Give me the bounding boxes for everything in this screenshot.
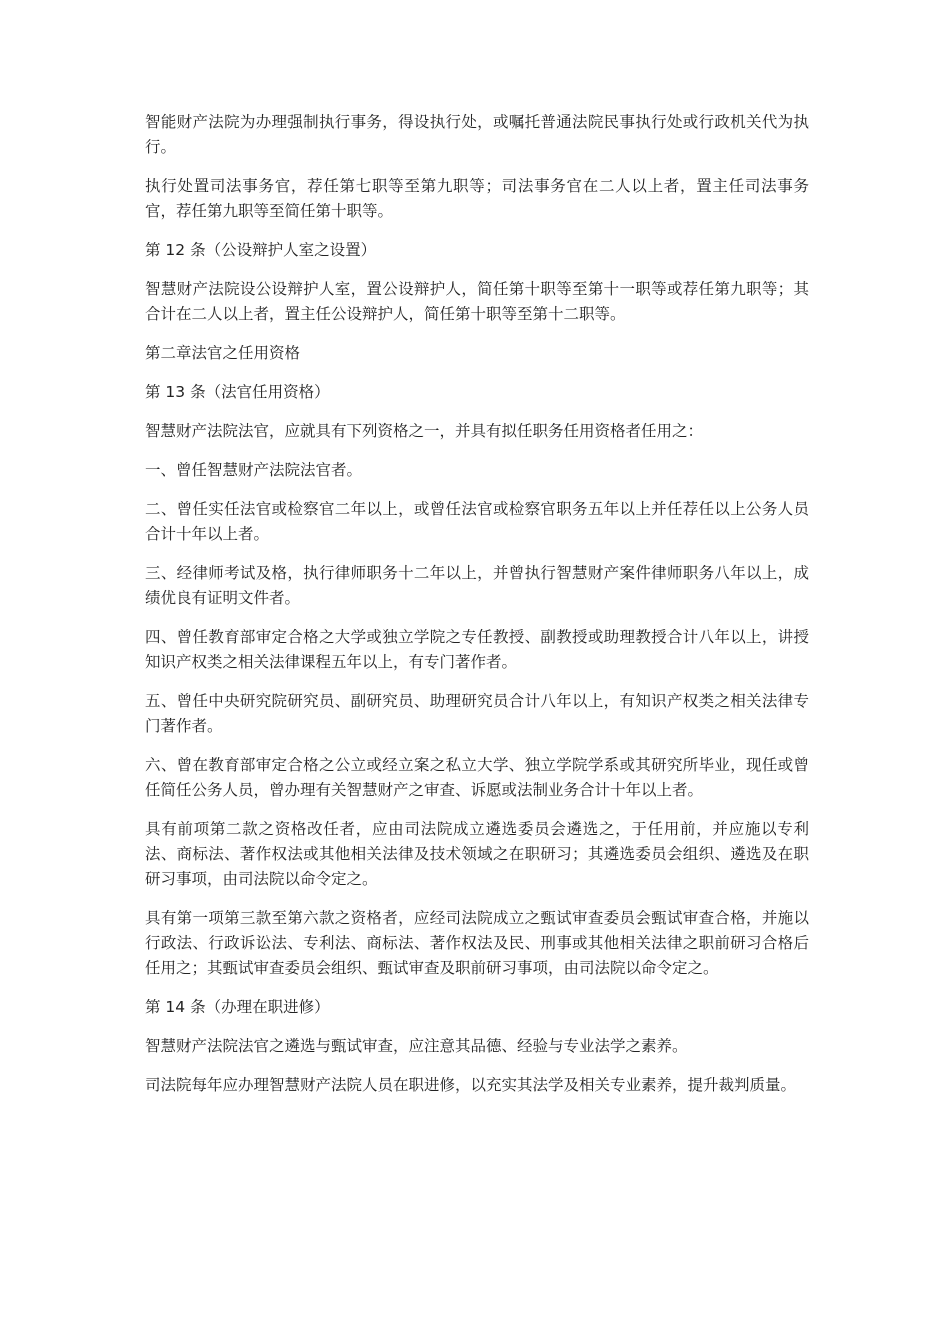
article-heading-12: 第 12 条（公设辩护人室之设置） — [145, 241, 377, 259]
paragraph-judicial-affairs-officer: 执行处置司法事务官，荐任第七职等至第九职等；司法事务官在二人以上者，置主任司法事务官，荐任第九职等至简任第十职等。 — [145, 177, 809, 220]
paragraph-public-defender-office: 智慧财产法院设公设辩护人室，置公设辩护人，简任第十职等至第十一职等或荐任第九职等；其合计在二人以上者，置主任公设辩护人，简任第十职等至第十二职等。 — [145, 280, 809, 323]
article-heading-14: 第 14 条（办理在职进修） — [145, 998, 330, 1016]
paragraph-in-service-training: 司法院每年应办理智慧财产法院人员在职进修，以充实其法学及相关专业素养，提升裁判质量。 — [145, 1076, 797, 1094]
list-item-qualification-3: 三、经律师考试及格，执行律师职务十二年以上，并曾执行智慧财产案件律师职务八年以上，成绩优良有证明文件者。 — [145, 564, 809, 607]
paragraph-enforcement-office: 智能财产法院为办理强制执行事务，得设执行处，或嘱托普通法院民事执行处或行政机关代为执行。 — [145, 113, 809, 156]
list-item-qualification-4: 四、曾任教育部审定合格之大学或独立学院之专任教授、副教授或助理教授合计八年以上，讲授知识产权类之相关法律课程五年以上，有专门著作者。 — [145, 628, 809, 671]
list-item-qualification-6: 六、曾在教育部审定合格之公立或经立案之私立大学、独立学院学系或其研究所毕业，现任或曾任简任公务人员，曾办理有关智慧财产之审查、诉愿或法制业务合计十年以上者。 — [145, 756, 809, 799]
document-body — [145, 110, 809, 1112]
chapter-heading-2: 第二章法官之任用资格 — [145, 344, 301, 362]
paragraph-judge-qualification-intro: 智慧财产法院法官，应就具有下列资格之一，并具有拟任职务任用资格者任用之： — [145, 422, 704, 440]
article-heading-13: 第 13 条（法官任用资格） — [145, 383, 330, 401]
list-item-qualification-5: 五、曾任中央研究院研究员、副研究员、助理研究员合计八年以上，有知识产权类之相关法律专门著作者。 — [145, 692, 809, 735]
paragraph-selection-criteria: 智慧财产法院法官之遴选与甄试审查，应注意其品德、经验与专业法学之素养。 — [145, 1037, 688, 1055]
paragraph-screening-committee: 具有第一项第三款至第六款之资格者，应经司法院成立之甄试审查委员会甄试审查合格，并施以行政法、行政诉讼法、专利法、商标法、著作权法及民、刑事或其他相关法律之职前研习合格后任用之；其甄试审查委员会组织、甄试审查及职前研习事项，由司法院以命令定之。 — [145, 909, 809, 977]
paragraph-selection-committee: 具有前项第二款之资格改任者，应由司法院成立遴选委员会遴选之，于任用前，并应施以专利法、商标法、著作权法或其他相关法律及技术领域之在职研习；其遴选委员会组织、遴选及在职研习事项，由司法院以命令定之。 — [145, 820, 809, 888]
list-item-qualification-2: 二、曾任实任法官或检察官二年以上，或曾任法官或检察官职务五年以上并任荐任以上公务人员合计十年以上者。 — [145, 500, 809, 543]
list-item-qualification-1: 一、曾任智慧财产法院法官者。 — [145, 461, 363, 479]
